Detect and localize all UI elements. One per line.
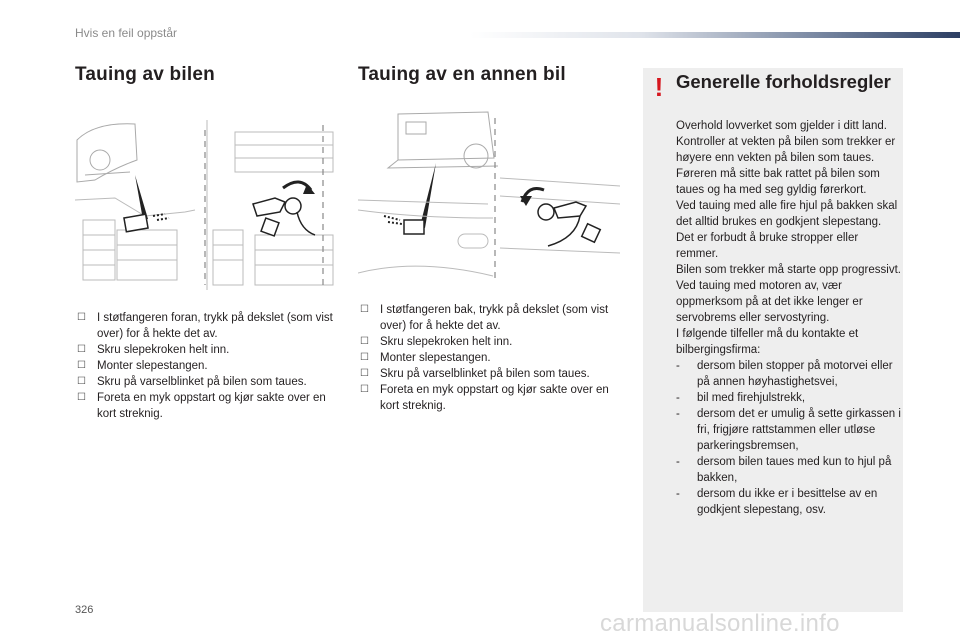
- front-steps-list: [75, 310, 340, 422]
- dash-bullet: -: [676, 392, 680, 404]
- checkbox-bullet-icon: ☐: [360, 384, 369, 395]
- paragraph: Overhold lovverket som gjelder i ditt land.: [676, 120, 887, 132]
- list-item: [676, 454, 902, 486]
- warning-icon: !: [654, 72, 664, 102]
- list-item: [358, 334, 620, 350]
- towing-eye: [538, 202, 600, 246]
- paragraph: Føreren må sitte bak rattet på bilen som taues og ha med seg gyldig førerkort.: [676, 168, 880, 196]
- case-text: dersom du ikke er i besittelse av en godkjent slepestang, osv.: [697, 488, 878, 516]
- precautions-body: [676, 118, 902, 518]
- list-item: [676, 390, 902, 406]
- checkbox-bullet-icon: ☐: [360, 352, 369, 363]
- tow-cover: [124, 214, 148, 232]
- pointer-arrow: [135, 175, 148, 220]
- paragraph: Bilen som trekker må starte opp progressivt.: [676, 264, 901, 276]
- list-item: [358, 302, 620, 334]
- precautions-box: [643, 68, 903, 612]
- list-item: [358, 350, 620, 366]
- front-tow-illustration: [75, 120, 335, 290]
- step-text: Skru slepekroken helt inn.: [97, 344, 230, 356]
- step-text: Foreta en myk oppstart og kjør sakte over en kort streknig.: [380, 384, 609, 412]
- list-item: [358, 382, 620, 414]
- step-text: I støtfangeren bak, trykk på dekslet (som vist over) for å hekte det av.: [380, 304, 609, 332]
- watermark: carmanualsonline.info: [600, 610, 840, 637]
- list-item: [676, 358, 902, 390]
- checkbox-bullet-icon: ☐: [77, 312, 86, 323]
- checkbox-bullet-icon: ☐: [360, 336, 369, 347]
- towing-eye: [253, 198, 315, 236]
- step-text: Skru på varselblinket på bilen som taues.: [380, 368, 590, 380]
- checkbox-bullet-icon: ☐: [77, 360, 86, 371]
- list-item: [358, 366, 620, 382]
- dash-bullet: -: [676, 456, 680, 468]
- left-section-title: Tauing av bilen: [75, 64, 215, 85]
- case-text: dersom bilen taues med kun to hjul på bakken,: [697, 456, 892, 484]
- case-text: bil med firehjulstrekk,: [697, 392, 806, 404]
- step-text: Monter slepestangen.: [380, 352, 491, 364]
- page-number: 326: [75, 604, 94, 616]
- pointer-arrow: [420, 163, 436, 228]
- step-text: Foreta en myk oppstart og kjør sakte over en kort streknig.: [97, 392, 326, 420]
- list-item: [75, 358, 340, 374]
- checkbox-bullet-icon: ☐: [77, 344, 86, 355]
- list-item: [75, 310, 340, 342]
- list-item: [75, 342, 340, 358]
- checkbox-bullet-icon: ☐: [360, 368, 369, 379]
- paragraph: I følgende tilfeller må du kontakte et bilbergingsfirma:: [676, 328, 859, 356]
- paragraph: Ved tauing med alle fire hjul på bakken skal det alltid brukes en godkjent slepestang. Det er forbudt å bruke stropper eller remmer.: [676, 200, 898, 260]
- step-text: Skru på varselblinket på bilen som taues.: [97, 376, 307, 388]
- header-title: Hvis en feil oppstår: [75, 26, 178, 40]
- middle-section-title: Tauing av en annen bil: [358, 64, 566, 85]
- paragraph: Ved tauing med motoren av, vær oppmerksom på at det ikke lenger er servobrems eller servostyring.: [676, 280, 863, 324]
- rear-car-drawing: [388, 112, 498, 168]
- header-bar: [470, 32, 960, 38]
- list-item: [676, 486, 902, 518]
- rear-steps-list: [358, 302, 620, 414]
- checkbox-bullet-icon: ☐: [77, 376, 86, 387]
- precautions-title: Generelle forholdsregler: [676, 71, 891, 92]
- list-item: [75, 374, 340, 390]
- step-text: Monter slepestangen.: [97, 360, 208, 372]
- cases-list: [676, 358, 902, 518]
- case-text: dersom bilen stopper på motorvei eller på annen høyhastighetsvei,: [697, 360, 893, 388]
- rear-tow-illustration: [358, 108, 620, 288]
- step-text: I støtfangeren foran, trykk på dekslet (som vist over) for å hekte det av.: [97, 312, 333, 340]
- press-indicator: [384, 216, 402, 224]
- list-item: [75, 390, 340, 422]
- checkbox-bullet-icon: ☐: [77, 392, 86, 403]
- tow-cover: [404, 220, 424, 234]
- front-car-drawing: [77, 124, 137, 182]
- front-bumper-drawing: [75, 198, 195, 280]
- case-text: dersom det er umulig å sette girkassen i fri, frigjøre rattstammen eller utløse parkeringsbremsen,: [697, 408, 901, 452]
- list-item: [676, 406, 902, 454]
- dash-bullet: -: [676, 360, 680, 372]
- checkbox-bullet-icon: ☐: [360, 304, 369, 315]
- dash-bullet: -: [676, 488, 680, 500]
- paragraph: Kontroller at vekten på bilen som trekker er høyere enn vekten på bilen som taues.: [676, 136, 896, 164]
- step-text: Skru slepekroken helt inn.: [380, 336, 513, 348]
- dash-bullet: -: [676, 408, 680, 420]
